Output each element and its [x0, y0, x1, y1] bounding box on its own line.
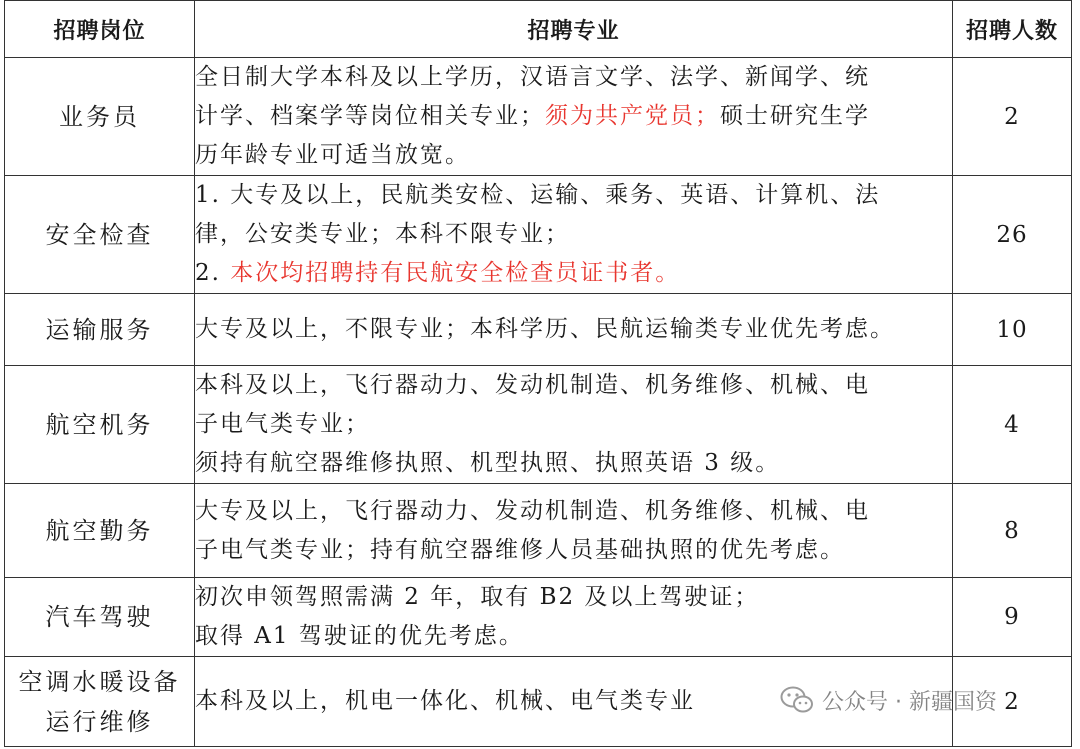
position-cell	[5, 657, 195, 747]
position-name: 业务员	[59, 102, 140, 131]
requirement-line	[195, 405, 952, 444]
requirement-line	[195, 578, 952, 617]
headcount-cell: 2	[953, 58, 1072, 176]
requirement-line	[195, 58, 952, 97]
highlighted-requirement-text: 本次均招聘持有民航安全检查员证书者。	[230, 260, 681, 286]
watermark-text: 公众号 · 新疆国资	[822, 689, 997, 715]
table-row	[5, 294, 1072, 366]
requirement-line	[195, 136, 952, 175]
requirement-text: 本科及以上，飞行器动力、发动机制造、机务维修、机械、电	[195, 372, 870, 398]
position-name: 汽车驾驶	[45, 603, 154, 631]
requirements-cell	[195, 578, 953, 657]
wechat-logo-icon	[780, 685, 814, 715]
table-header-row	[5, 1, 1072, 58]
header-count: 招聘人数	[953, 1, 1072, 58]
position-name: 安全检查	[45, 220, 154, 249]
position-name: 运行维修	[45, 707, 154, 736]
table-row	[5, 58, 1072, 176]
recruitment-table	[4, 0, 1072, 747]
headcount-cell: 26	[953, 176, 1072, 294]
requirement-line	[195, 176, 952, 215]
table-row	[5, 366, 1072, 484]
table-row	[5, 484, 1072, 578]
position-cell	[5, 294, 195, 366]
requirement-text: 须持有航空器维修执照、机型执照、执照英语 3 级。	[195, 450, 781, 476]
requirement-line	[195, 366, 952, 405]
headcount-cell: 4	[953, 366, 1072, 484]
headcount-cell: 10	[953, 294, 1072, 366]
watermark	[780, 680, 997, 720]
requirement-line	[195, 531, 952, 570]
requirement-text: 计学、档案学等岗位相关专业；	[195, 103, 545, 129]
requirement-line	[195, 215, 952, 254]
requirement-text: 子电气类专业；	[195, 411, 370, 437]
header-major: 招聘专业	[195, 1, 953, 58]
requirement-line	[195, 254, 952, 293]
position-name: 运输服务	[45, 315, 154, 344]
requirement-text: 大专及以上，不限专业；本科学历、民航运输类专业优先考虑。	[195, 316, 895, 342]
requirement-text: 硕士研究生学	[720, 103, 870, 129]
requirement-text: 全日制大学本科及以上学历，汉语言文学、法学、新闻学、统	[195, 64, 870, 90]
requirement-text: 子电气类专业；持有航空器维修人员基础执照的优先考虑。	[195, 536, 845, 563]
requirement-text: 大专及以上，飞行器动力、发动机制造、机务维修、机械、电	[195, 497, 870, 524]
requirements-cell	[195, 366, 953, 484]
requirement-text: 取得 A1 驾驶证的优先考虑。	[195, 623, 524, 649]
highlighted-requirement-text: 须为共产党员；	[545, 103, 720, 129]
position-cell	[5, 176, 195, 294]
position-name: 航空机务	[45, 410, 154, 439]
requirement-line	[195, 310, 952, 349]
requirement-text: 初次申领驾照需满 2 年，取有 B2 及以上驾驶证；	[195, 584, 760, 610]
table-row	[5, 578, 1072, 657]
headcount-cell: 2	[953, 657, 1072, 747]
requirement-line	[195, 617, 952, 656]
requirement-text: 1. 大专及以上，民航类安检、运输、乘务、英语、计算机、法	[195, 182, 881, 208]
position-cell	[5, 484, 195, 578]
requirement-line	[195, 444, 952, 483]
requirement-text: 2.	[195, 260, 231, 286]
position-cell	[5, 366, 195, 484]
requirement-text: 历年龄专业可适当放宽。	[195, 142, 470, 168]
requirements-cell	[195, 176, 953, 294]
headcount-cell: 8	[953, 484, 1072, 578]
position-cell	[5, 578, 195, 657]
position-name: 航空勤务	[45, 516, 154, 545]
requirement-text: 律，公安类专业；本科不限专业；	[195, 221, 570, 247]
headcount-cell: 9	[953, 578, 1072, 657]
requirements-cell	[195, 294, 953, 366]
position-cell	[5, 58, 195, 176]
requirement-line	[195, 97, 952, 136]
header-position: 招聘岗位	[5, 1, 195, 58]
table-row	[5, 176, 1072, 294]
requirement-line	[195, 492, 952, 531]
requirements-cell	[195, 58, 953, 176]
requirements-cell	[195, 484, 953, 578]
position-name: 空调水暖设备	[18, 667, 181, 696]
requirement-text: 本科及以上，机电一体化、机械、电气类专业	[195, 688, 695, 714]
